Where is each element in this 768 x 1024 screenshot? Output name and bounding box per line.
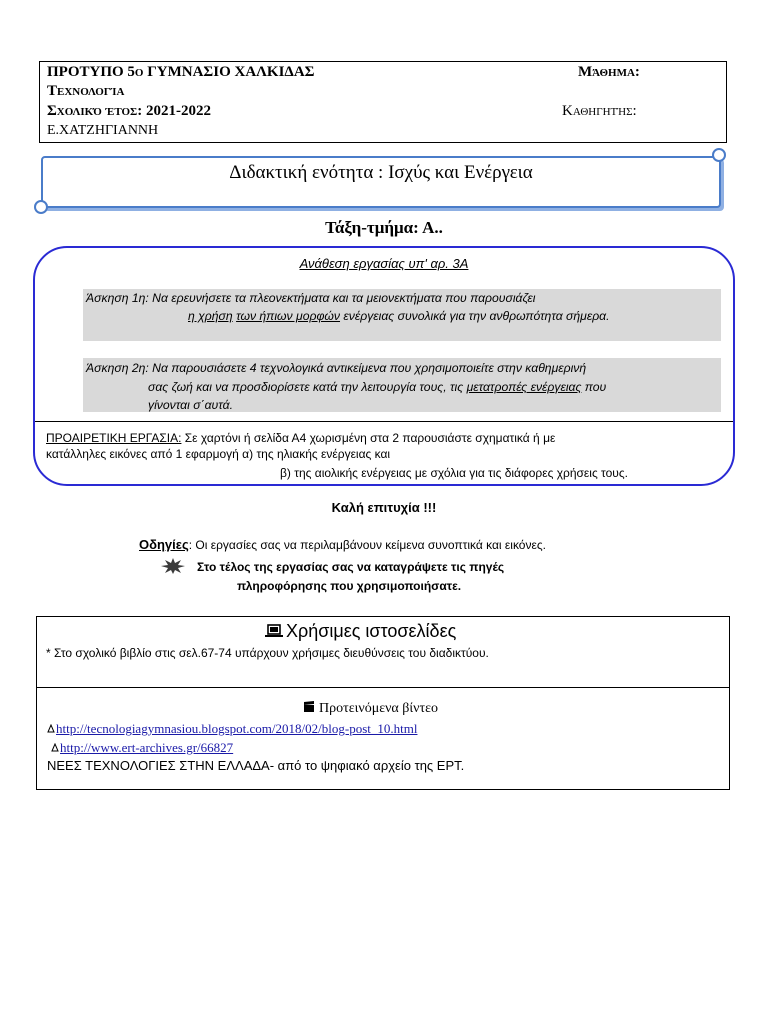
optional-text-1: Σε χαρτόνι ή σελίδα Α4 χωρισμένη στα 2 παρουσιάστε σχηματικά ή με	[181, 431, 556, 445]
link-pointer-icon	[47, 724, 55, 733]
websites-heading	[265, 621, 456, 642]
optional-label: ΠΡΟΑΙΡΕΤΙΚΗ ΕΡΓΑΣΙΑ:	[46, 431, 182, 445]
link-pointer-icon	[51, 743, 59, 752]
laptop-icon	[265, 624, 283, 638]
optional-line1	[46, 431, 555, 445]
subject-name: Τεχνολογία	[47, 83, 125, 99]
assignment-divider	[35, 421, 733, 422]
school-name: ΠΡΟΤΥΠΟ 5ο ΓΥΜΝΑΣΙΟ ΧΑΛΚΙΔΑΣ	[47, 64, 315, 80]
topic-banner	[41, 156, 721, 208]
teacher-name: Ε.ΧΑΤΖΗΓΙΑΝΝΗ	[47, 123, 159, 138]
clapperboard-icon	[303, 701, 315, 713]
burst-icon	[161, 558, 185, 574]
exercise-2-line2	[148, 378, 606, 397]
sources-note-line2: πληροφόρησης που χρησιμοποιήσατε.	[237, 579, 462, 593]
exercise-1-underline-2: των ήπιων μορφών	[236, 309, 341, 323]
school-year: Σχολικό έτος: 2021-2022	[47, 103, 211, 119]
scroll-curl-decoration	[712, 148, 726, 162]
instructions-line	[139, 537, 546, 552]
good-luck: Καλή επιτυχία !!!	[331, 500, 437, 515]
video-link-1[interactable]: http://tecnologiagymnasiou.blogspot.com/2018/02/blog-post_10.html	[56, 721, 418, 736]
instructions-text: : Οι εργασίες σας να περιλαμβάνουν κείμενα συνοπτικά και εικόνες.	[188, 538, 546, 552]
sources-note-line1: Στο τέλος της εργασίας σας να καταγράψετε τις πηγές	[197, 560, 505, 574]
video-link-2-description: ΝΕΕΣ ΤΕΧΝΟΛΟΓΙΕΣ ΣΤΗΝ ΕΛΛΑΔΑ- από το ψηφιακό αρχείο της ΕΡΤ.	[47, 758, 465, 773]
exercise-2-underline: μετατροπές ενέργειας	[466, 380, 582, 394]
class-section: Τάξη-τμήμα: Α..	[325, 218, 443, 237]
exercise-2-line3: γίνονται σ΄αυτά.	[148, 398, 233, 412]
videos-title: Προτεινόμενα βίντεο	[319, 701, 438, 716]
websites-title: Χρήσιμες ιστοσελίδες	[286, 621, 457, 641]
assignment-title: Ανάθεση εργασίας υπ' αρ. 3Α	[299, 256, 469, 271]
exercise-1-underline-1: η χρήση	[188, 309, 233, 323]
websites-divider	[37, 687, 729, 688]
video-link-2-row	[51, 739, 233, 757]
optional-line3: β) της αιολικής ενέργειας με σχόλια για τις διάφορες χρήσεις τους.	[280, 466, 628, 480]
exercise-1-line2	[188, 307, 610, 326]
exercise-2-line2b: που	[581, 380, 607, 394]
exercise-2-line1: Άσκηση 2η: Να παρουσιάσετε 4 τεχνολογικά αντικείμενα που χρησιμοποιείτε στην καθημερινή	[86, 361, 587, 375]
exercise-1-line1: Άσκηση 1η: Να ερευνήσετε τα πλεονεκτήματα και τα μειονεκτήματα που παρουσιάζει	[86, 291, 536, 305]
videos-heading	[303, 701, 438, 717]
video-link-2[interactable]: http://www.ert-archives.gr/66827	[60, 740, 234, 755]
optional-line2: κατάλληλες εικόνες από 1 εφαρμογή α) της ηλιακής ενέργειας και	[46, 447, 391, 461]
subject-label: Μάθημα:	[578, 64, 640, 80]
instructions-label: Οδηγίες	[139, 537, 189, 552]
exercise-1-rest: ενέργειας συνολικά για την ανθρωπότητα σήμερα.	[340, 309, 610, 323]
video-link-1-row	[47, 720, 417, 738]
exercise-2-line2a: σας ζωή και να προσδιορίσετε κατά την λειτουργία τους, τις	[148, 380, 467, 394]
teacher-label: Καθηγητής:	[562, 103, 637, 119]
scroll-curl-decoration	[34, 200, 48, 214]
book-note: * Στο σχολικό βιβλίο στις σελ.67-74 υπάρχουν χρήσιμες διευθύνσεις του διαδικτύου.	[46, 646, 489, 660]
topic-title: Διδακτική ενότητα : Ισχύς και Ενέργεια	[229, 162, 533, 183]
